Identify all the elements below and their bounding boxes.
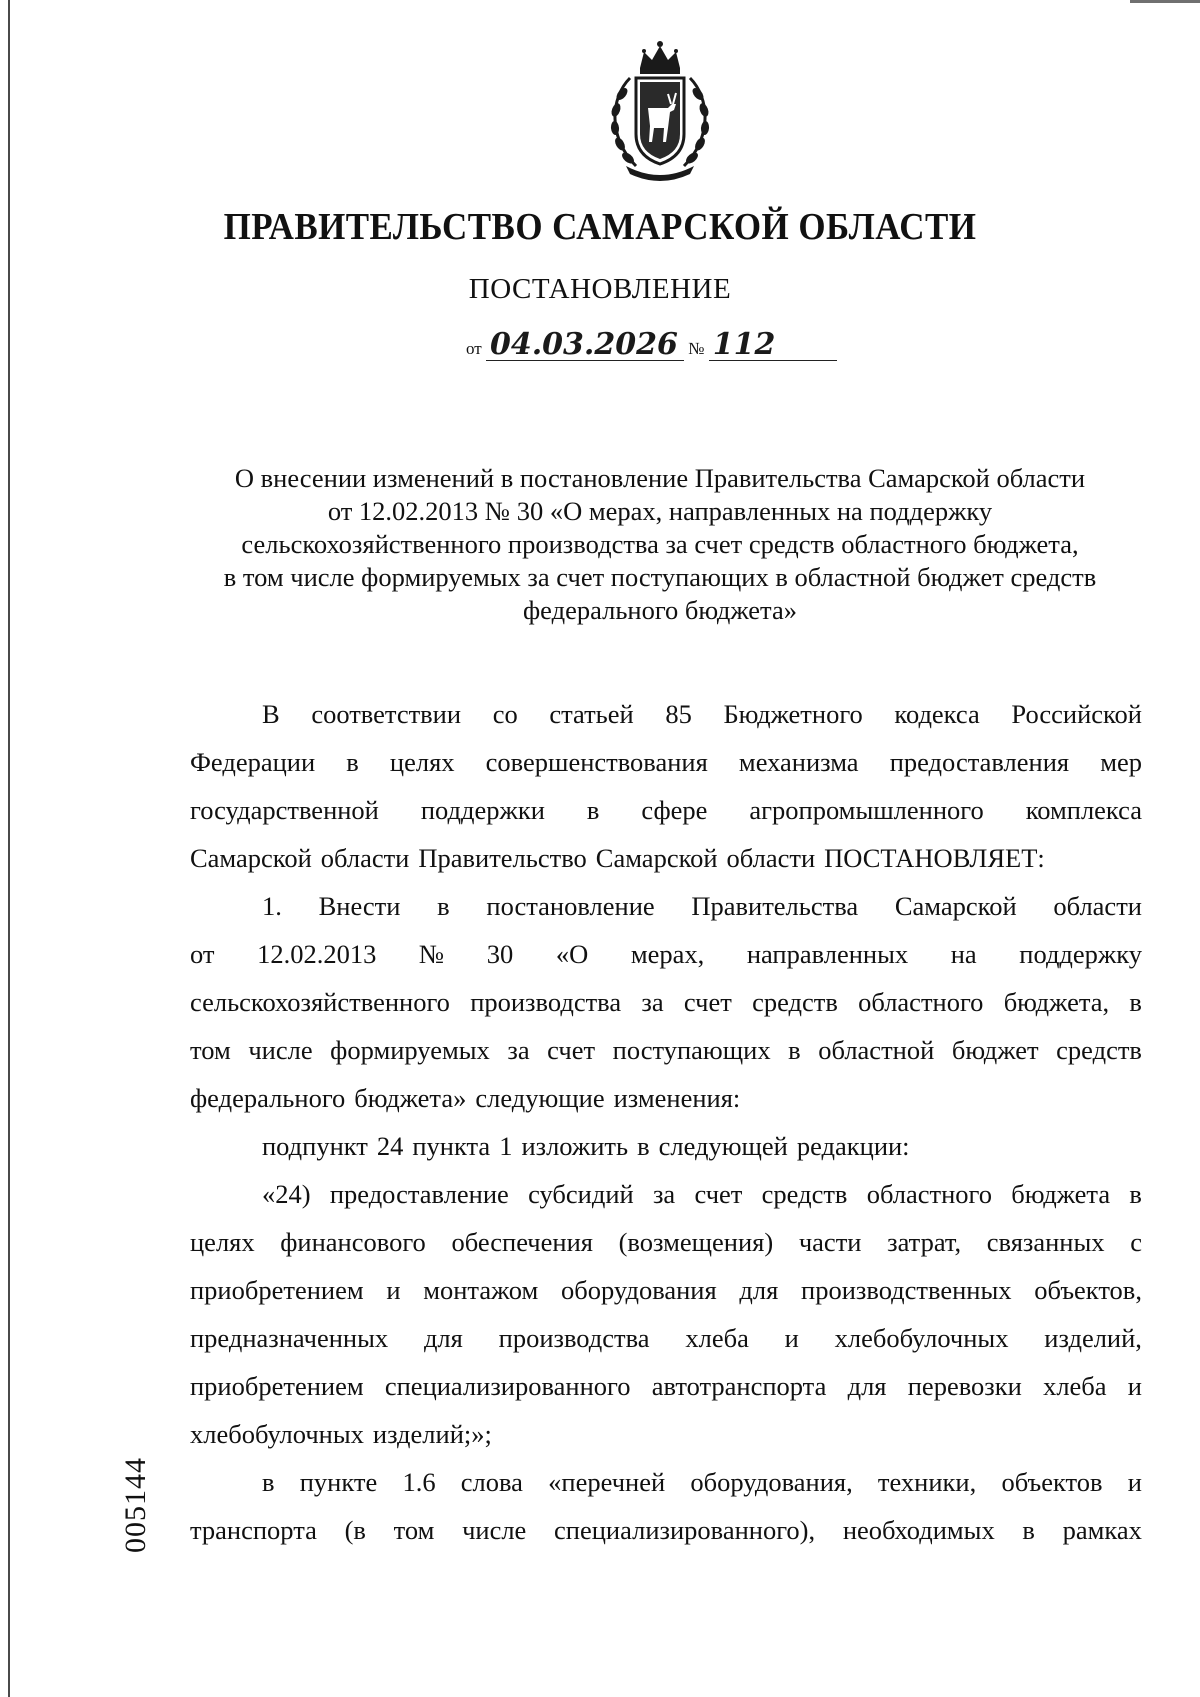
body-word: за	[507, 1035, 530, 1065]
body-word: том	[190, 1035, 231, 1065]
body-word: целях	[190, 1227, 255, 1257]
body-word: направленных	[746, 939, 909, 969]
body-line	[190, 786, 1142, 834]
body-word: сельскохозяйственного	[190, 987, 450, 1017]
body-word: рамках	[1062, 1515, 1142, 1545]
body-line	[190, 834, 1142, 882]
body-line	[190, 738, 1142, 786]
body-word: областного	[858, 987, 984, 1017]
body-word: 85	[665, 699, 692, 729]
body-word: и	[1127, 1371, 1142, 1401]
body-word: изделий;»;	[372, 1419, 492, 1449]
body-word: счет	[694, 1179, 743, 1209]
body-word: связанных	[986, 1227, 1105, 1257]
body-word: В	[262, 699, 280, 729]
date-prefix: от	[466, 339, 482, 358]
body-word: целях	[389, 747, 455, 777]
body-word: подпункт	[262, 1131, 368, 1161]
body-word: постановление	[486, 891, 655, 921]
body-line	[190, 1458, 1142, 1506]
body-word: Федерации	[190, 747, 316, 777]
body-word: счет	[683, 987, 732, 1017]
body-word: пункта	[412, 1131, 491, 1161]
body-word: производства	[498, 1323, 650, 1353]
body-word: средств	[1056, 1035, 1142, 1065]
body-line	[190, 930, 1142, 978]
body-word: 24	[376, 1131, 404, 1161]
body-line	[190, 1170, 1142, 1218]
scan-edge-line	[8, 0, 10, 1697]
body-word: монтажом	[423, 1275, 539, 1305]
body-line	[190, 1410, 1142, 1458]
body-line	[190, 690, 1142, 738]
body-word: в	[262, 1467, 275, 1497]
body-word: с	[1130, 1227, 1142, 1257]
body-word: механизма	[738, 747, 859, 777]
body-word: предоставление	[329, 1179, 509, 1209]
body-word: средств	[752, 987, 838, 1017]
body-word: области	[726, 843, 816, 873]
body-word: в	[437, 891, 450, 921]
body-word: в	[788, 1035, 801, 1065]
body-word: за	[652, 1179, 676, 1209]
body-word: Внести	[318, 891, 401, 921]
body-word: поддержку	[1019, 939, 1142, 969]
body-word: обеспечения	[451, 1227, 593, 1257]
body-word: объектов,	[1034, 1275, 1142, 1305]
body-word: в	[637, 1131, 650, 1161]
body-word: поступающих	[612, 1035, 771, 1065]
body-word: перевозки	[907, 1371, 1022, 1401]
body-line	[190, 1122, 1142, 1170]
body-word: федерального	[190, 1083, 346, 1113]
body-word: для	[423, 1323, 463, 1353]
body-word: том	[393, 1515, 435, 1545]
body-word: производственных	[801, 1275, 1012, 1305]
body-line	[190, 1362, 1142, 1410]
body-word: в	[346, 747, 359, 777]
body-word: оборудования	[561, 1275, 717, 1305]
subject-line: в том числе формируемых за счет поступающих в областной бюджет средств	[223, 562, 1097, 592]
body-word: (возмещения)	[618, 1227, 774, 1257]
body-word: (в	[344, 1515, 366, 1545]
body-word: 12.02.2013	[257, 939, 377, 969]
subject-line: сельскохозяйственного производства за счет средств областного бюджета,	[241, 529, 1079, 559]
body-word: слова	[460, 1467, 523, 1497]
body-word: следующей	[658, 1131, 788, 1161]
body-word: бюджета,	[1003, 987, 1110, 1017]
body-word: производства	[470, 987, 622, 1017]
body-word: области	[320, 843, 410, 873]
body-word: следующие	[475, 1083, 605, 1113]
body-word: государственной	[190, 795, 379, 825]
body-word: изложить	[521, 1131, 629, 1161]
body-word: хлебобулочных	[834, 1323, 1009, 1353]
body-word: автотранспорта	[651, 1371, 827, 1401]
body-word: предназначенных	[190, 1323, 389, 1353]
body-line	[190, 978, 1142, 1026]
body-word: сфере	[641, 795, 708, 825]
body-line	[190, 1026, 1142, 1074]
body-word: 1	[499, 1131, 513, 1161]
body-word: Самарской	[894, 891, 1017, 921]
body-word: техники,	[877, 1467, 977, 1497]
body-word: числе	[248, 1035, 313, 1065]
body-word: счет	[547, 1035, 596, 1065]
body-word: Правительства	[691, 891, 859, 921]
body-word: приобретением	[190, 1371, 364, 1401]
body-word: бюджета»	[354, 1083, 467, 1113]
body-word: 1.6	[402, 1467, 436, 1497]
body-word: «О	[555, 939, 589, 969]
body-word: Самарской	[190, 843, 312, 873]
body-word: агропромышленного	[749, 795, 984, 825]
body-word: 30	[486, 939, 514, 969]
body-word: Самарской	[595, 843, 718, 873]
body-word: статьей	[549, 699, 634, 729]
body-word: объектов	[1001, 1467, 1103, 1497]
body-word: и	[1127, 1467, 1142, 1497]
serial-number: 005144	[119, 1457, 152, 1553]
body-word: транспорта	[190, 1515, 317, 1545]
body-word: ПОСТАНОВЛЯЕТ:	[824, 843, 1045, 873]
handwritten-number: 112	[709, 330, 837, 361]
body-word: Правительство	[418, 843, 587, 873]
body-word: средств	[761, 1179, 848, 1209]
body-word: и	[386, 1275, 401, 1305]
body-line	[190, 1314, 1142, 1362]
body-word: субсидий	[528, 1179, 634, 1209]
body-word: в	[586, 795, 600, 825]
body-line	[190, 1266, 1142, 1314]
body-word: совершенствования	[485, 747, 708, 777]
number-sign: №	[688, 339, 705, 358]
body-word: хлебобулочных	[190, 1419, 364, 1449]
document-subject	[170, 462, 1150, 627]
body-word: специализированного	[384, 1371, 631, 1401]
subject-line: от 12.02.2013 № 30 «О мерах, направленных на поддержку	[327, 496, 993, 526]
body-word: формируемых	[330, 1035, 490, 1065]
scan-corner-mark	[1130, 0, 1200, 3]
subject-line: федерального бюджета»	[523, 595, 797, 625]
body-word: хлеба	[1043, 1371, 1107, 1401]
body-word: финансового	[280, 1227, 426, 1257]
body-word: поддержки	[420, 795, 545, 825]
body-word: бюджета	[1011, 1179, 1111, 1209]
body-word: редакции:	[796, 1131, 910, 1161]
date-number-line	[466, 327, 837, 362]
body-word: от	[190, 939, 215, 969]
body-word: в	[1022, 1515, 1035, 1545]
body-word: для	[739, 1275, 779, 1305]
coat-of-arms-icon	[596, 38, 724, 184]
body-word: оборудования,	[690, 1467, 853, 1497]
body-word: соответствии	[311, 699, 462, 729]
body-line	[190, 1506, 1142, 1554]
body-word: числе	[462, 1515, 527, 1545]
body-word: специализированного),	[554, 1515, 816, 1545]
body-word: бюджет	[951, 1035, 1039, 1065]
body-word: «перечней	[548, 1467, 666, 1497]
body-line	[190, 1074, 1142, 1122]
body-word: кодекса	[894, 699, 980, 729]
body-word: на	[950, 939, 977, 969]
body-word: комплекса	[1025, 795, 1142, 825]
body-word: приобретением	[190, 1275, 364, 1305]
body-word: хлеба	[685, 1323, 749, 1353]
body-word: Российской	[1011, 699, 1142, 729]
body-word: за	[641, 987, 664, 1017]
body-word: изделий,	[1044, 1323, 1142, 1353]
body-word: необходимых	[842, 1515, 995, 1545]
body-word: мер	[1100, 747, 1142, 777]
body-word: в	[1129, 1179, 1142, 1209]
body-word: области	[1053, 891, 1142, 921]
body-word: мерах,	[630, 939, 705, 969]
document-type: ПОСТАНОВЛЕНИЕ	[468, 273, 732, 305]
body-word: части	[798, 1227, 862, 1257]
body-word: и	[784, 1323, 799, 1353]
body-word: затрат,	[887, 1227, 962, 1257]
body-word: в	[1129, 987, 1142, 1017]
body-word: пункте	[299, 1467, 378, 1497]
body-word: изменения:	[613, 1083, 741, 1113]
organization-title: ПРАВИТЕЛЬСТВО САМАРСКОЙ ОБЛАСТИ	[223, 206, 977, 248]
body-line	[190, 882, 1142, 930]
body-word: областной	[818, 1035, 935, 1065]
body-word: 1.	[262, 891, 282, 921]
body-word: предоставления	[889, 747, 1070, 777]
body-word: для	[847, 1371, 887, 1401]
body-word: со	[492, 699, 518, 729]
document-body	[190, 690, 1142, 1554]
body-word: №	[418, 939, 445, 969]
body-word: Бюджетного	[723, 699, 863, 729]
body-word: «24)	[262, 1179, 311, 1209]
handwritten-date: 04.03.2026	[486, 330, 684, 361]
subject-line: О внесении изменений в постановление Правительства Самарской области	[234, 463, 1086, 493]
body-word: областного	[866, 1179, 993, 1209]
body-line	[190, 1218, 1142, 1266]
